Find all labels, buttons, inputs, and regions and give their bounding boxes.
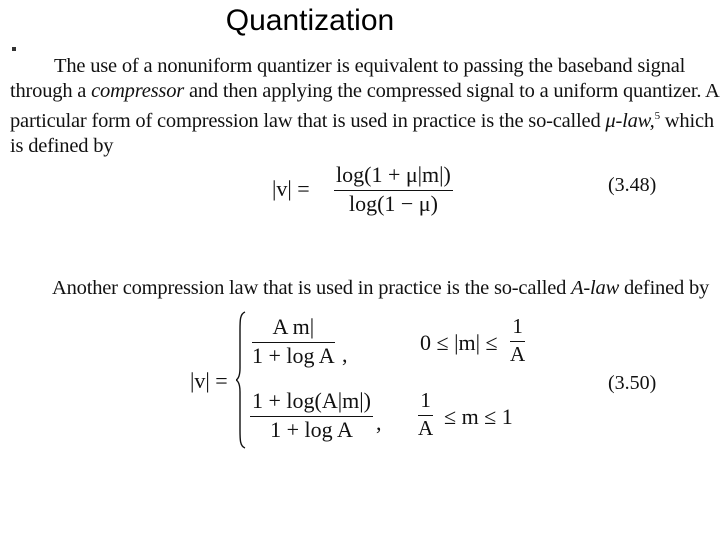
case1-denominator: 1 + log A xyxy=(252,343,335,368)
eq348-numerator: log(1 + μ|m|) xyxy=(336,162,451,187)
case2-comma: , xyxy=(376,410,382,435)
slide-title: Quantization xyxy=(225,4,395,37)
case1-fraction xyxy=(252,314,335,369)
a-law-text-start: Another compression law that is used in practice is the so-called xyxy=(52,277,572,299)
paragraph-line-4: is defined by xyxy=(10,134,114,157)
paragraph-line-2 xyxy=(10,79,720,104)
eq348-number: (3.48) xyxy=(608,174,657,196)
a-law-term: A-law xyxy=(571,277,620,299)
eq350-lhs: |v| = xyxy=(190,368,228,393)
case1-numerator: A m| xyxy=(272,314,315,339)
case2-cond-denominator: A xyxy=(418,416,434,440)
eq348-denominator: log(1 − μ) xyxy=(348,191,438,216)
paragraph-mu-law xyxy=(10,54,720,159)
line-2-end: and then applying the compressed signal to a uniform quantizer. A xyxy=(184,80,720,102)
case2-cond-numerator: 1 xyxy=(420,388,431,412)
case2-denominator: 1 + log A xyxy=(270,417,353,442)
case1-condition-fraction xyxy=(510,314,525,367)
eq348-lhs: |v| = xyxy=(272,176,310,201)
left-brace xyxy=(236,310,246,450)
compressor-term: compressor xyxy=(91,80,185,102)
case1-comma: , xyxy=(342,342,348,367)
case2-fraction xyxy=(250,388,373,443)
a-law-text-end: defined by xyxy=(619,277,710,299)
paragraph-line-1: The use of a nonuniform quantizer is equivalent to passing the baseband signal xyxy=(54,55,686,77)
line-3-start: particular form of compression law that is used in practice is the so-called xyxy=(10,109,606,132)
line-2-start: through a xyxy=(10,80,92,102)
paragraph-a-law xyxy=(52,276,709,301)
bullet-marker xyxy=(12,47,16,51)
case2-condition: ≤ m ≤ 1 xyxy=(444,404,513,429)
case2-condition-fraction xyxy=(418,388,433,441)
line-3-end: which xyxy=(659,109,714,132)
eq350-number: (3.50) xyxy=(608,372,657,394)
case2-numerator: 1 + log(A|m|) xyxy=(252,388,371,413)
eq348-fraction xyxy=(334,162,453,217)
footnote-marker: 5 xyxy=(654,110,660,122)
paragraph-line-3 xyxy=(10,104,720,134)
case1-condition: 0 ≤ |m| ≤ xyxy=(420,330,498,355)
case1-cond-numerator: 1 xyxy=(512,314,523,338)
case1-cond-denominator: A xyxy=(510,342,526,366)
mu-law-term: μ-law, xyxy=(605,109,655,132)
